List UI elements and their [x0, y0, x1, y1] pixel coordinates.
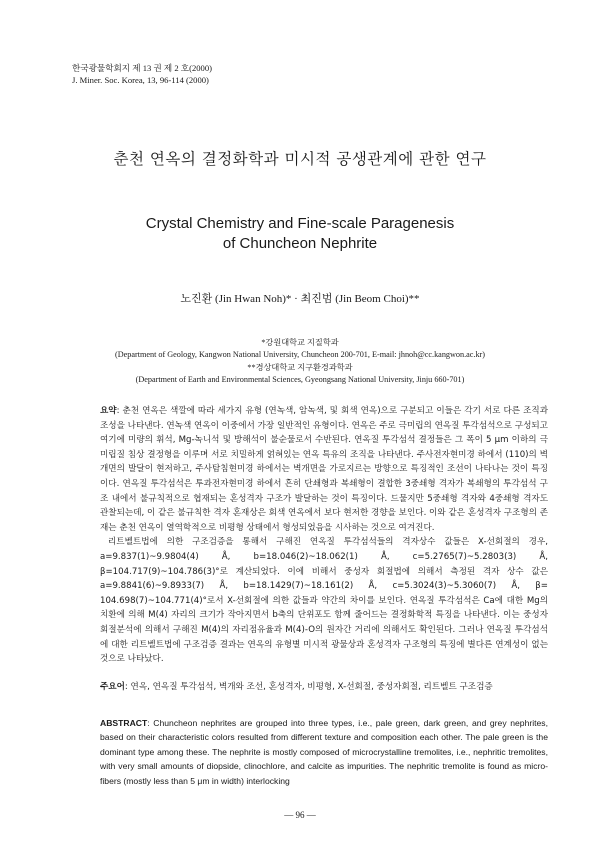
korean-title: 춘천 연옥의 결정화학과 미시적 공생관계에 관한 연구	[113, 150, 487, 168]
english-title	[0, 214, 600, 254]
korean-abstract-paragraph-2: 리트벨트법에 의한 구조검증을 통해서 구해진 연옥질 투각섬석들의 격자상수 값들은 X-선회절의 경우, a=9.837(1)~9.9804(4) Å, b=18.046(2)~18.062(1) Å, c=5.2765(7)~5.2803(3) Å, β=104.717(9)~104.786(3)°로 계산되었다. 이에 비해서 중성자 회절법에 의해서 측정된 격자 상수 값은 a=9.8841(6)~9.8933(7) Å, b=18.1429(7)~18.161(2) Å, c=5.3024(3)~5.3060(7) Å, β= 104.698(7)~104.771(4)°로서 X-선회절에 의한 값들과 약간의 차이를 보인다. 연옥질 투각섬석은 Ca에 대한 Mg의 치환에 의해 M(4) 자리의 크기가 작아지면서 b축의 단위포도 함께 줄어드는 결정화학적 특징을 나타낸다. 이는 중성자 회절분석에 의해서 구해진 M(4)의 자리점유율과 M(4)-O의 원자간 거리에 의해서도 확인된다. 그러나 연옥질 투각섬석에 대한 리트벨트법에 구조검증 결과는 연옥의 유형별 미시적 광물상과 혼성격자 구조형의 특징에 별다른 연계성이 없는 것으로 나타났다.	[100, 537, 548, 665]
korean-abstract-text-1: : 춘천 연옥은 색깔에 따라 세가지 유형 (연녹색, 암녹색, 및 회색 연옥)으로 구분되고 이들은 각기 서로 다른 조직과 조성을 나타낸다. 연녹색 연옥이 이중에서 가장 일반적인 유형이다. 연옥은 주로 극미립의 연옥질 투각섬석으로 구성되고 여기에 미량의 휘석, Mg-녹니석 및 방해석이 불순물로서 수반된다. 연옥질 투각섬석 결정들은 그 폭이 5 μm 이하의 극미립질 침상 결정형을 이루며 서로 치밀하게 얽혀있는 연옥 특유의 조직을 나타낸다. 주사전자현미경 하에서 (110)의 벽개면의 발달이 현저하고, 주사탐침현미경 하에서는 벽개면을 가로지르는 방향으로 특징적인 조선이 나타나는 것이 특징이다. 연옥질 투각섬석은 투과전자현미경 하에서 흔히 단쇄형과 복쇄형이 결합한 3중쇄형 격자가 복쇄형의 투각섬석 구조 내에서 불규칙적으로 협재되는 혼성격자 구조가 발달하는 것이 특징이다. 드물지만 5중쇄형 격자와 4중쇄형 격자도 관찰되는데, 이 같은 불규칙한 격자 혼재상은 회색 연옥에서 보다 현저한 경향을 보인다. 이와 같은 혼성격자 구조형의 존재는 춘천 연옥이 열역학적으로 비평형 상태에서 형성되었음을 시사하는 것으로 여겨진다.	[100, 406, 548, 533]
english-title-line-1: Crystal Chemistry and Fine-scale Paragenesis	[145, 215, 455, 232]
page-number: — 96 —	[284, 810, 316, 820]
english-abstract	[100, 716, 548, 788]
korean-abstract-paragraph-1	[100, 404, 548, 535]
korean-abstract-label: 요약	[100, 406, 117, 416]
english-title-line-2: of Chuncheon Nephrite	[222, 235, 378, 252]
affiliation-2-english: (Department of Earth and Environmental Sciences, Gyeongsang National University, Jinju 660-701)	[135, 375, 465, 384]
keywords-label: 주요어	[100, 682, 125, 692]
journal-line-english: J. Miner. Soc. Korea, 13, 96-114 (2000)	[72, 75, 209, 85]
keywords	[100, 680, 548, 692]
journal-header	[72, 62, 212, 86]
korean-abstract	[100, 404, 548, 667]
affiliation-1-english: (Department of Geology, Kangwon National University, Chuncheon 200-701, E-mail: jhnoh@cc.kangwon.ac.kr)	[114, 350, 486, 359]
keywords-text: : 연옥, 연옥질 투각섬석, 벽개와 조선, 혼성격자, 비평형, X-선회절, 중성자회절, 리트벨트 구조검증	[124, 682, 493, 692]
english-abstract-label: ABSTRACT	[100, 718, 148, 728]
affiliation-2-korean: **경상대학교 지구환경과학과	[247, 363, 353, 372]
english-abstract-text: : Chuncheon nephrites are grouped into three types, i.e., pale green, dark green, and grey nephrites, based on their characteristic colors resulted from different texture and composition each other. The pale green is the dominant type among these. The nephrite is mostly composed of microcrystalline tremolites, i.e., nephritic tremolites, with very small amounts of diopside, clinochlore, and calcite as impurities. The nephritic tremolite is found as micro-fibers (mostly less than 5 μm in width) interlocking	[100, 718, 548, 786]
journal-line-korean: 한국광물학회지 제 13 권 제 2 호(2000)	[72, 63, 213, 73]
affiliation-1-korean: *강원대학교 지질학과	[261, 338, 339, 347]
author-list: 노진환 (Jin Hwan Noh)* · 최진범 (Jin Beom Choi)**	[180, 293, 420, 305]
